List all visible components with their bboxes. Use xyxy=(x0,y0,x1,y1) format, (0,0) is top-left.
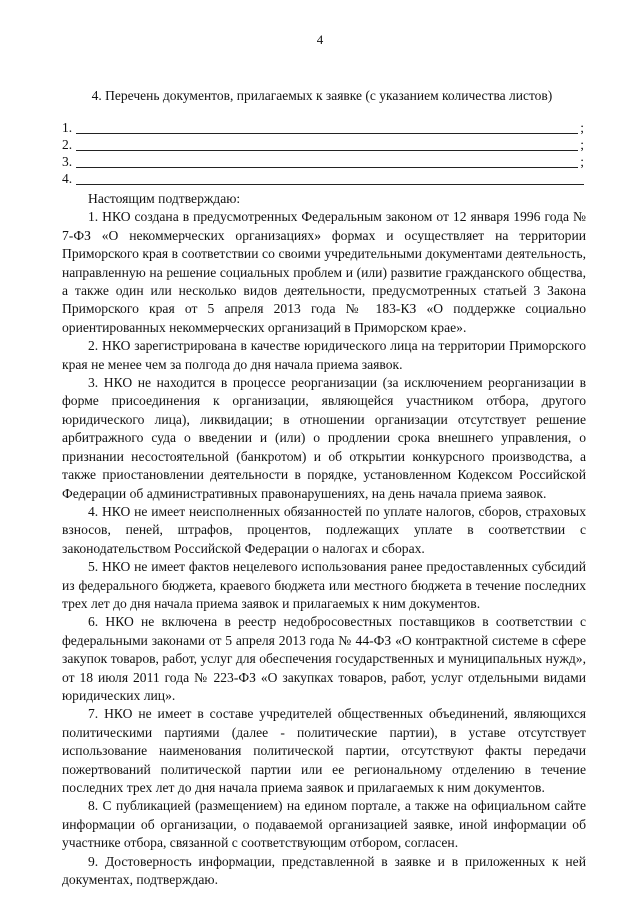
documents-list xyxy=(62,120,584,188)
document-line-end: ; xyxy=(580,137,584,152)
page-number: 4 xyxy=(316,32,324,47)
document-line-number: 4. xyxy=(62,171,73,186)
document-line xyxy=(62,120,584,137)
document-line-number: 3. xyxy=(62,154,73,169)
document-line xyxy=(62,154,584,171)
confirmation-item: 5. НКО не имеет фактов нецелевого использования ранее предоставленных субсидий из федерального бюджета, краевого бюджета или местного бюджета в течение последних трех лет до дня начала приема заявок и прилагаемых к ним документов. xyxy=(62,559,586,611)
document-line-number: 1. xyxy=(62,120,73,135)
document-line xyxy=(62,171,584,188)
blank-fill-line xyxy=(76,167,578,168)
blank-fill-line xyxy=(76,133,578,134)
confirmation-item: 2. НКО зарегистрирована в качестве юридического лица на территории Приморского края не менее чем за полгода до дня начала приема заявок. xyxy=(62,338,586,372)
confirmation-item: 9. Достоверность информации, представленной в заявке и в приложенных к ней документах, подтверждаю. xyxy=(62,853,586,888)
blank-fill-line xyxy=(76,150,578,151)
confirmation-intro: Настоящим подтверждаю: xyxy=(88,191,241,206)
confirmation-section xyxy=(62,190,586,889)
document-line-end: ; xyxy=(580,154,584,169)
confirmation-item: 4. НКО не имеет неисполненных обязанностей по уплате налогов, сборов, страховых взносов, пеней, штрафов, процентов, подлежащих уплате в соответствии с законодательством Российской Федерации о налогах и сборах. xyxy=(62,503,586,556)
blank-fill-line xyxy=(76,184,584,185)
confirmation-item: 8. С публикацией (размещением) на едином портале, а также на официальном сайте информации об организации, о подаваемой организацией заявке, иной информации об участнике отбора, связанной с соответствующим отбором, согласен. xyxy=(62,798,586,851)
confirmation-item: 6. НКО не включена в реестр недобросовестных поставщиков в соответствии с федеральными законами от 5 апреля 2013 года № 44-ФЗ «О контрактной системе в сфере закупок товаров, работ, услуг для обеспечения государственных и муниципальных нужд», от 18 июля 2011 года № 223-ФЗ «О закупках товаров, работ, услуг отдельными видами юридических лиц». xyxy=(62,614,586,703)
confirmation-item: 7. НКО не имеет в составе учредителей общественных объединений, являющихся политическими партиями (далее - политические партии), в уставе отсутствует использование наименования политической партии, отсутствуют факты передачи пожертвований политической партии или ее региональному отделению в течение последних трех лет до дня начала приема заявок и прилагаемых к ним документов. xyxy=(62,706,586,795)
document-line-number: 2. xyxy=(62,137,73,152)
document-line-end: ; xyxy=(580,120,584,135)
confirmation-item: 1. НКО создана в предусмотренных Федеральным законом от 12 января 1996 года № 7-ФЗ «О некоммерческих организациях» формах и осуществляет на территории Приморского края в соответствии со своими учредительными документами деятельность, направленную на решение социальных проблем и (или) развитие гражданского общества, а также один или несколько видов деятельности, предусмотренных статьей 3 Закона Приморского края от 5 апреля 2013 года № 183-КЗ «О поддержке социально ориентированных некоммерческих организаций в Приморском крае». xyxy=(62,209,586,335)
documents-list-heading: 4. Перечень документов, прилагаемых к заявке (с указанием количества листов) xyxy=(91,88,553,103)
confirmation-item: 3. НКО не находится в процессе реорганизации (за исключением реорганизации в форме присоединения к организации, являющейся участником отбора, другого юридического лица), ликвидации; в отношении организации отсутствует решение арбитражного суда о введении и (или) о продлении срока внешнего управления, о признании несостоятельной (банкротом) и об открытии конкурсного производства, а также приостановлении деятельности в порядке, установленном Кодексом Российской Федерации об административных правонарушениях, на день начала приема заявок. xyxy=(62,375,586,501)
document-line xyxy=(62,137,584,154)
